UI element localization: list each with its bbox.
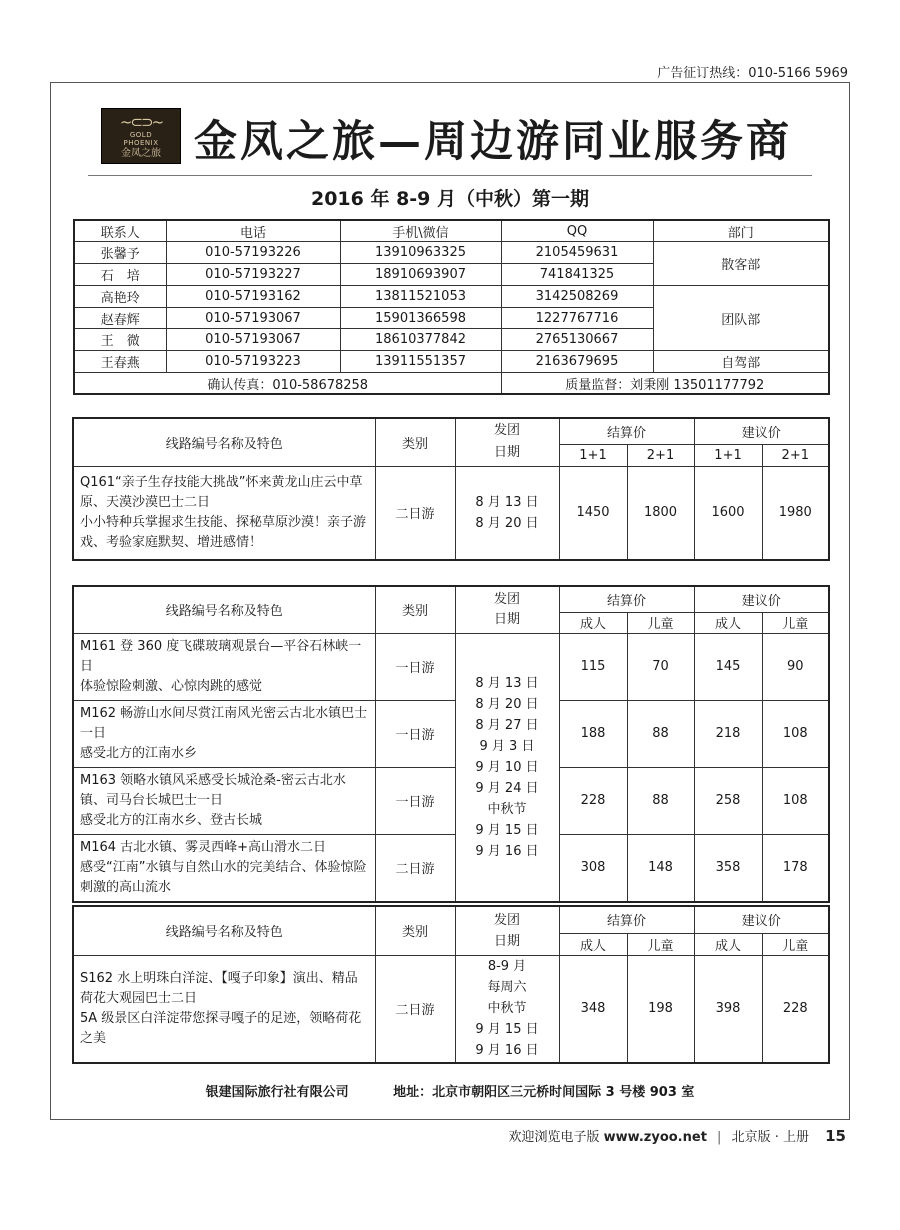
logo-gold-text: GOLD — [129, 131, 153, 139]
footer-welcome: 欢迎浏览电子版 — [508, 1130, 600, 1145]
price-subheader: 1+1 — [559, 444, 627, 466]
contact-mobile: 13910963325 — [340, 242, 501, 264]
contact-mobile: 13911551357 — [340, 351, 501, 373]
contact-department: 团队部 — [653, 285, 829, 350]
contact-department: 自驾部 — [653, 351, 829, 373]
gold-phoenix-logo — [101, 108, 181, 164]
route-row — [73, 834, 829, 902]
route-price: 148 — [627, 834, 694, 902]
route-price: 198 — [627, 955, 694, 1063]
issue-title: 2016 年 8-9 月（中秋）第一期 — [310, 188, 590, 210]
route-header-row — [73, 418, 829, 444]
route-name: M162 畅游山水间尽赏江南风光密云古北水镇巴士一日 感受北方的江南水乡 — [73, 700, 375, 767]
logo-phoenix-text: PHOENIX — [123, 139, 159, 147]
route-category: 一日游 — [375, 767, 455, 834]
contact-phone: 010-57193227 — [166, 264, 340, 286]
settlement-price-header: 结算价 — [559, 418, 694, 444]
contact-department: 散客部 — [653, 242, 829, 286]
contacts-header-cell: 联系人 — [74, 220, 166, 242]
route-name: M161 登 360 度飞碟玻璃观景台—平谷石林峡一日 体验惊险刺激、心惊肉跳的感觉 — [73, 633, 375, 700]
price-subheader: 儿童 — [627, 612, 694, 633]
settlement-price-header: 结算价 — [559, 586, 694, 612]
suggested-price-header: 建议价 — [694, 586, 829, 612]
route-dates: 8 月 13 日 8 月 20 日 — [455, 466, 559, 560]
contact-phone: 010-57193162 — [166, 285, 340, 307]
price-subheader: 2+1 — [762, 444, 829, 466]
price-subheader: 成人 — [559, 612, 627, 633]
route-row — [73, 466, 829, 560]
contacts-header-cell: 电话 — [166, 220, 340, 242]
route-price: 1980 — [762, 466, 829, 560]
route-price: 188 — [559, 700, 627, 767]
contact-qq: 2163679695 — [501, 351, 653, 373]
route-price: 218 — [694, 700, 762, 767]
confirm-fax: 确认传真：010-58678258 — [74, 373, 501, 395]
route-price: 1450 — [559, 466, 627, 560]
contacts-header-cell: QQ — [501, 220, 653, 242]
route-header-row — [73, 906, 829, 933]
contact-qq: 741841325 — [501, 264, 653, 286]
route-price: 145 — [694, 633, 762, 700]
route-row — [73, 955, 829, 1063]
price-subheader: 成人 — [694, 933, 762, 955]
route-price: 1600 — [694, 466, 762, 560]
contact-name: 张馨予 — [74, 242, 166, 264]
footer-edition: 北京版 · 上册 — [731, 1130, 809, 1145]
contact-qq: 2105459631 — [501, 242, 653, 264]
price-subheader: 成人 — [694, 612, 762, 633]
settlement-price-header: 结算价 — [559, 906, 694, 933]
contact-mobile: 13811521053 — [340, 285, 501, 307]
contact-row — [74, 351, 829, 373]
price-subheader: 2+1 — [627, 444, 694, 466]
contact-name: 王 微 — [74, 329, 166, 351]
route-row — [73, 633, 829, 700]
route-price: 308 — [559, 834, 627, 902]
contacts-table — [73, 219, 830, 395]
contact-qq: 1227767716 — [501, 307, 653, 329]
route-price: 228 — [762, 955, 829, 1063]
route-price: 108 — [762, 767, 829, 834]
route-category: 一日游 — [375, 700, 455, 767]
contact-qq: 2765130667 — [501, 329, 653, 351]
route-table-baiyangdian — [72, 905, 830, 1064]
contact-phone: 010-57193226 — [166, 242, 340, 264]
route-category: 一日游 — [375, 633, 455, 700]
departure-header: 发团 日期 — [455, 906, 559, 955]
route-price: 90 — [762, 633, 829, 700]
route-price: 178 — [762, 834, 829, 902]
route-name: M164 古北水镇、雾灵西峰+高山滑水二日 感受“江南”水镇与自然山水的完美结合、体验惊险刺激的高山流水 — [73, 834, 375, 902]
contact-row — [74, 242, 829, 264]
route-header-row — [73, 586, 829, 612]
route-name: M163 领略水镇风采感受长城沧桑-密云古北水镇、司马台长城巴士一日 感受北方的江南水乡、登古长城 — [73, 767, 375, 834]
page-number: 15 — [825, 1127, 846, 1145]
route-name-header: 线路编号名称及特色 — [73, 418, 375, 466]
price-subheader: 儿童 — [762, 612, 829, 633]
route-price: 258 — [694, 767, 762, 834]
route-category: 二日游 — [375, 466, 455, 560]
route-price: 88 — [627, 767, 694, 834]
category-header: 类别 — [375, 906, 455, 955]
route-price: 348 — [559, 955, 627, 1063]
suggested-price-header: 建议价 — [694, 418, 829, 444]
route-price: 1800 — [627, 466, 694, 560]
contact-phone: 010-57193067 — [166, 307, 340, 329]
contact-phone: 010-57193067 — [166, 329, 340, 351]
route-price: 398 — [694, 955, 762, 1063]
route-price: 88 — [627, 700, 694, 767]
route-price: 108 — [762, 700, 829, 767]
contact-phone: 010-57193223 — [166, 351, 340, 373]
route-row — [73, 767, 829, 834]
route-dates: 8 月 13 日 8 月 20 日 8 月 27 日 9 月 3 日 9 月 10 日 9 月 24 日 中秋节 9 月 15 日 9 月 16 日 — [455, 633, 559, 902]
brand-title: 金凤之旅—周边游同业服务商 — [194, 117, 792, 167]
route-category: 二日游 — [375, 955, 455, 1063]
contacts-header-row — [74, 220, 829, 242]
route-price: 228 — [559, 767, 627, 834]
price-subheader: 儿童 — [762, 933, 829, 955]
contact-name: 石 培 — [74, 264, 166, 286]
contact-name: 王春燕 — [74, 351, 166, 373]
category-header: 类别 — [375, 418, 455, 466]
company-address: 地址：北京市朝阳区三元桥时间国际 3 号楼 903 室 — [393, 1085, 695, 1100]
contact-mobile: 18910693907 — [340, 264, 501, 286]
contacts-footer-row — [74, 373, 829, 395]
contact-name: 赵春辉 — [74, 307, 166, 329]
departure-header: 发团 日期 — [455, 586, 559, 633]
route-price: 358 — [694, 834, 762, 902]
company-name: 银建国际旅行社有限公司 — [205, 1085, 349, 1100]
page-footer — [508, 1126, 846, 1145]
route-name: Q161“亲子生存技能大挑战”怀来黄龙山庄云中草原、天漠沙漠巴士二日 小小特种兵掌握求生技能、探秘草原沙漠！亲子游戏、考验家庭默契、增进感情！ — [73, 466, 375, 560]
quality-supervision: 质量监督：刘秉刚 13501177792 — [501, 373, 829, 395]
route-dates: 8-9 月 每周六 中秋节 9 月 15 日 9 月 16 日 — [455, 955, 559, 1063]
route-price: 115 — [559, 633, 627, 700]
phoenix-logo-icon: ~⊂⊃~ — [119, 113, 163, 131]
route-category: 二日游 — [375, 834, 455, 902]
route-price: 70 — [627, 633, 694, 700]
price-subheader: 成人 — [559, 933, 627, 955]
price-subheader: 儿童 — [627, 933, 694, 955]
route-table-family — [72, 417, 830, 561]
contact-name: 高艳玲 — [74, 285, 166, 307]
departure-header: 发团 日期 — [455, 418, 559, 466]
route-name-header: 线路编号名称及特色 — [73, 586, 375, 633]
contact-qq: 3142508269 — [501, 285, 653, 307]
contacts-header-cell: 手机\微信 — [340, 220, 501, 242]
logo-cn-text: 金凤之旅 — [121, 148, 161, 159]
suggested-price-header: 建议价 — [694, 906, 829, 933]
website-link[interactable]: www.zyoo.net — [603, 1130, 707, 1145]
header-divider — [88, 175, 812, 176]
contact-mobile: 15901366598 — [340, 307, 501, 329]
footer-divider: | — [717, 1130, 722, 1145]
company-info — [0, 1081, 900, 1100]
category-header: 类别 — [375, 586, 455, 633]
contact-row — [74, 285, 829, 307]
route-table-day-trips — [72, 585, 830, 903]
route-row — [73, 700, 829, 767]
route-name-header: 线路编号名称及特色 — [73, 906, 375, 955]
route-name: S162 水上明珠白洋淀、【嘎子印象】演出、精品荷花大观园巴士二日 5A 级景区白洋淀带您探寻嘎子的足迹，领略荷花之美 — [73, 955, 375, 1063]
contacts-header-cell: 部门 — [653, 220, 829, 242]
ad-hotline: 广告征订热线：010-5166 5969 — [657, 66, 848, 81]
contact-mobile: 18610377842 — [340, 329, 501, 351]
price-subheader: 1+1 — [694, 444, 762, 466]
